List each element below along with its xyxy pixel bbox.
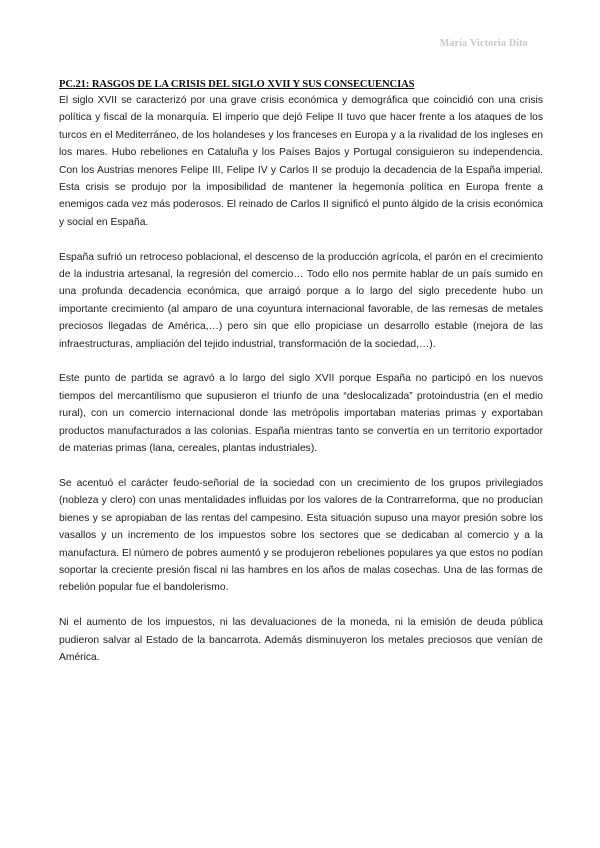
document-title: PC.21: RASGOS DE LA CRISIS DEL SIGLO XVII Y SUS CONSECUENCIAS [59, 79, 415, 90]
document-body [59, 74, 543, 666]
paragraph-4: Se acentuó el carácter feudo-señorial de la sociedad con un crecimiento de los grupos privilegiados (nobleza y clero) con unas mentalidades influidas por los valores de la Contrarreforma, que no producían bienes y se apropiaban de las rentas del campesino. Esta situación supuso una mayor presión sobre los vasallos y un incremento de los impuestos sobre los sectores que se dedicaban al comercio y a la manufactura. El número de pobres aumentó y se produjeron rebeliones populares ya que estos no podían soportar la creciente presión fiscal ni las hambres en los años de malas cosechas. Una de las formas de rebelión popular fue el bandolerismo. [59, 477, 543, 594]
paragraph-1: El siglo XVII se caracterizó por una grave crisis económica y demográfica que coincidió con una crisis política y fiscal de la monarquía. El imperio que dejó Felipe II tuvo que hacer frente a los ataques de los turcos en el Mediterráneo, de los holandeses y los franceses en Europa y a la rivalidad de los ingleses en los mares. Hubo rebeliones en Cataluña y los Países Bajos y Portugal consiguieron su independencia. Con los Austrias menores Felipe III, Felipe IV y Carlos II se produjo la decadencia de la España imperial. Esta crisis se produjo por la imposibilidad de mantener la hegemonía política en Europa frente a enemigos cada vez más poderosos. El reinado de Carlos II significó el punto álgido de la crisis económica y social en España. [59, 95, 543, 228]
paragraph-5: Ni el aumento de los impuestos, ni las devaluaciones de la moneda, ni la emisión de deuda pública pudieron salvar al Estado de la bancarrota. Además disminuyeron los metales preciosos que venían de América. [59, 617, 543, 663]
author-name: María Victoria Dito [439, 38, 528, 49]
paragraph-3: Este punto de partida se agravó a lo largo del siglo XVII porque España no participó en los nuevos tiempos del mercantilismo que supusieron el triunfo de una “deslocalizada” protoindustria (en el medio rural), con un comercio internacional donde las metrópolis importaban materias primas y exportaban productos manufacturados a las colonias. España mientras tanto se convertía en un territorio exportador de materias primas (lana, cereales, plantas industriales). [59, 373, 543, 455]
paragraph-2: España sufrió un retroceso poblacional, el descenso de la producción agrícola, el parón en el crecimiento de la industria artesanal, la regresión del comercio… Todo ello nos permite hablar de un país sumido en una profunda decadencia económica, que arraigó porque a lo largo del siglo precedente hubo un importante crecimiento (al amparo de una coyuntura internacional favorable, de las remesas de metales preciosos llegadas de América,…) pero sin que ello propiciase un desarrollo estable (mejora de las infraestructuras, ampliación del tejido industrial, transformación de la sociedad,…). [59, 251, 543, 350]
